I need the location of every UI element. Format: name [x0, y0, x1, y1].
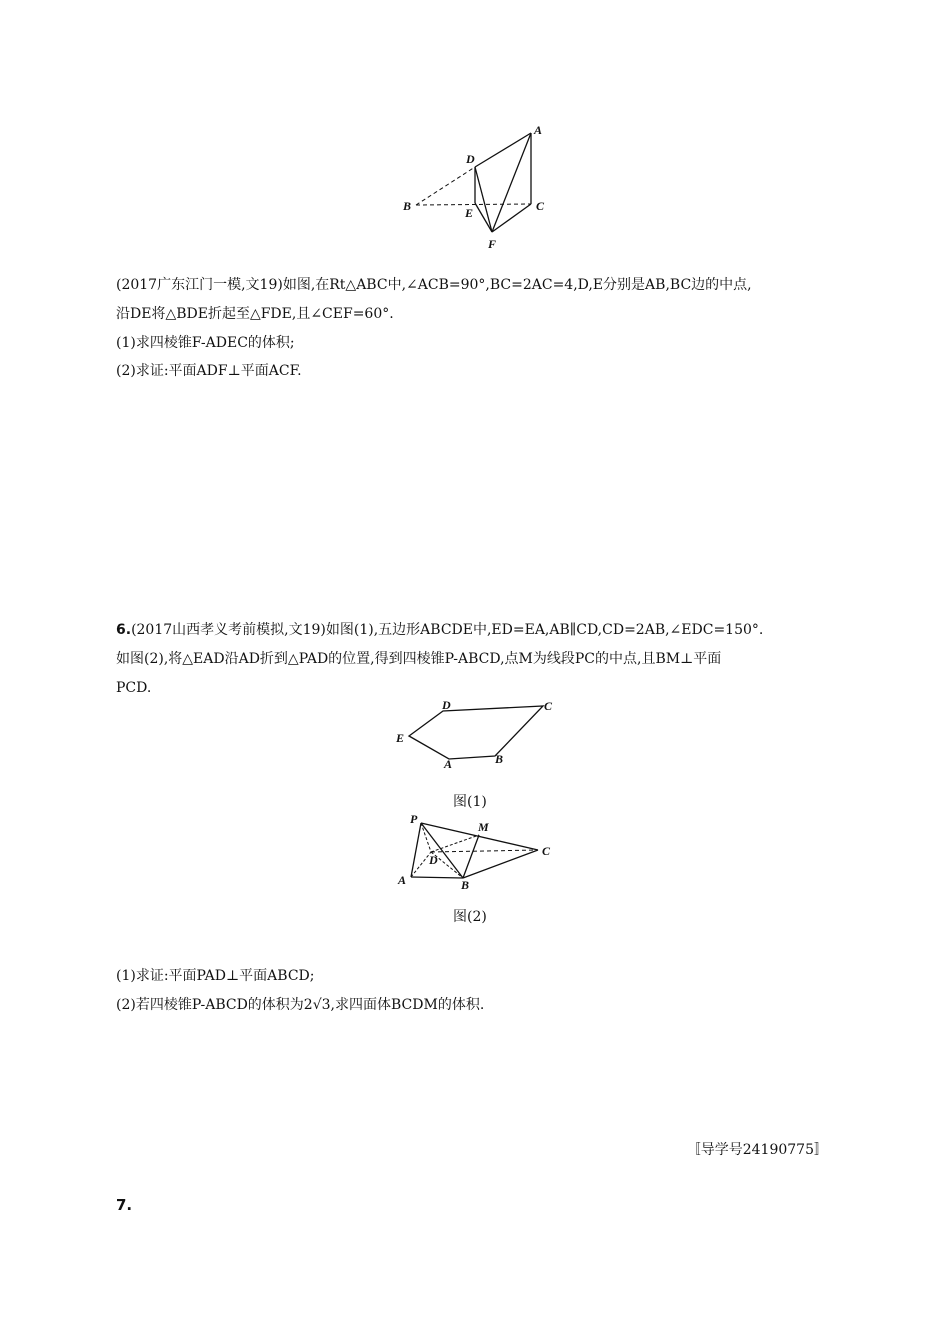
- edge-BC: [416, 204, 531, 205]
- figure-pyramid-svg: [392, 812, 562, 897]
- label-A: A: [534, 123, 543, 137]
- pentagon-ABCDE: [409, 706, 543, 759]
- label-D: D: [429, 853, 438, 867]
- problem6-number: 6.: [116, 622, 132, 638]
- label-B: B: [461, 878, 470, 892]
- label-B: B: [495, 752, 504, 766]
- label-E: E: [465, 206, 474, 220]
- label-A: A: [398, 873, 407, 887]
- figure-pentagon: [392, 696, 562, 776]
- problem5-question1: (1)求四棱锥F-ADEC的体积;: [116, 335, 295, 351]
- figure-folded-triangle-svg: [398, 122, 558, 257]
- edge-DM: [431, 835, 479, 852]
- label-P: P: [410, 812, 418, 826]
- figure-folded-triangle: [398, 122, 558, 257]
- reference-number: 〚导学号24190775〛: [686, 1142, 828, 1158]
- edge-AB: [411, 877, 463, 878]
- label-A: A: [444, 757, 453, 771]
- edge-BM: [463, 835, 479, 878]
- edge-BD: [416, 167, 475, 205]
- edge-PD: [421, 823, 431, 852]
- problem7-number: 7.: [116, 1196, 133, 1214]
- edge-DF: [475, 167, 492, 232]
- edge-PA: [411, 823, 421, 877]
- edge-EF: [475, 203, 492, 232]
- label-C: C: [536, 199, 545, 213]
- edge-DA: [475, 133, 531, 167]
- figure-pyramid: [392, 812, 562, 897]
- problem5-question2: (2)求证:平面ADF⊥平面ACF.: [116, 363, 302, 379]
- problem6-line2: 如图(2),将△EAD沿AD折到△PAD的位置,得到四棱锥P-ABCD,点M为线段PC的中点,且BM⊥平面: [116, 651, 722, 667]
- edge-BC: [463, 850, 538, 878]
- problem6-line3: PCD.: [116, 680, 152, 696]
- problem5-line2: 沿DE将△BDE折起至△FDE,且∠CEF=60°.: [116, 306, 394, 322]
- figure-pentagon-svg: [392, 696, 562, 776]
- figure2-caption: 图(2): [453, 909, 487, 925]
- label-D: D: [442, 698, 451, 712]
- label-C: C: [542, 844, 551, 858]
- problem6-line1: [116, 621, 763, 639]
- label-E: E: [396, 731, 405, 745]
- label-D: D: [466, 152, 475, 166]
- edge-DC: [431, 850, 538, 852]
- label-C: C: [544, 699, 553, 713]
- problem6-line1-text: (2017山西孝义考前模拟,文19)如图(1),五边形ABCDE中,ED=EA,AB∥CD,CD=2AB,∠EDC=150°.: [131, 622, 764, 638]
- label-M: M: [478, 820, 489, 834]
- problem6-question1: (1)求证:平面PAD⊥平面ABCD;: [116, 968, 315, 984]
- problem5-line1: (2017广东江门一模,文19)如图,在Rt△ABC中,∠ACB=90°,BC=2AC=4,D,E分别是AB,BC边的中点,: [116, 277, 752, 293]
- figure1-caption: 图(1): [453, 794, 487, 810]
- problem6-question2: (2)若四棱锥P-ABCD的体积为2√3,求四面体BCDM的体积.: [116, 997, 485, 1013]
- edge-AD: [411, 852, 431, 877]
- edge-AF: [492, 133, 531, 232]
- label-B: B: [403, 199, 412, 213]
- label-F: F: [488, 237, 497, 251]
